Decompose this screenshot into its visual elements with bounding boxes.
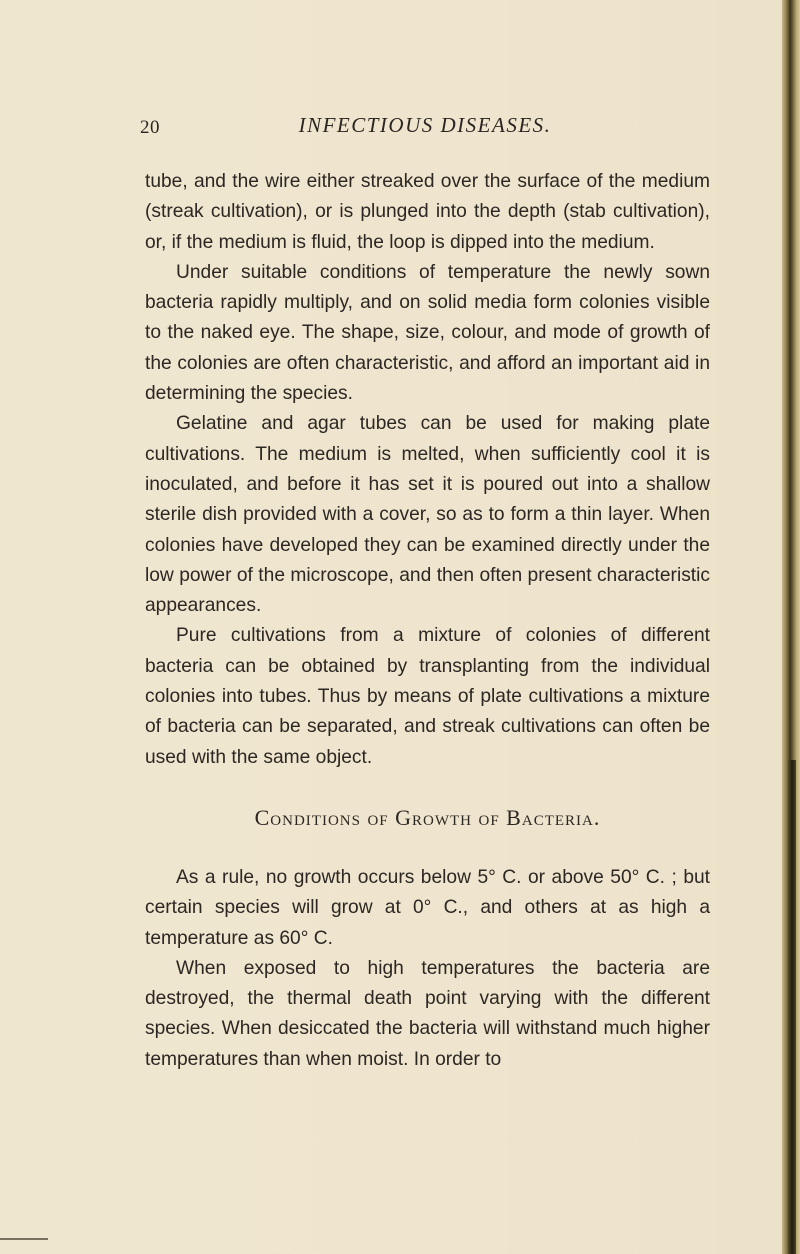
paragraph-3: Gelatine and agar tubes can be used for making plate cultivations. The medium is melted, when sufficiently cool it is inoculated, and before it has set it is poured out into a shallow sterile dish provided with a cover, so as to form a thin layer. When colonies have developed they can be examined directly under the low power of the microscope, and then often present characteristic appearances. [145, 413, 710, 617]
bottom-rule [0, 1238, 48, 1240]
paragraph-2: Under suitable conditions of temperature the newly sown bacteria rapidly multiply, and on solid media form colonies visible to the naked eye. The shape, size, colour, and mode of growth of the colonies are often characteristic, and afford an important aid in determining the species. [145, 261, 710, 405]
section-heading: Conditions of Growth of Bacteria. [254, 804, 601, 830]
running-title: INFECTIOUS DISEASES. [298, 113, 552, 137]
page-body [145, 167, 710, 1075]
paragraph-6: When exposed to high temperatures the bacteria are destroyed, the thermal death point varying with the different species. When desiccated the bacteria will withstand much higher temperatures than when moist. In order to [145, 957, 710, 1070]
page-header [140, 111, 710, 145]
paragraph-1: tube, and the wire either streaked over the surface of the medium (streak cultivation), or is plunged into the depth (stab cultivation), or, if the medium is fluid, the loop is dipped into the medium. [145, 171, 710, 253]
paragraph-5: As a rule, no growth occurs below 5° C. or above 50° C. ; but certain species will grow at 0° C., and others at as high a temperature as 60° C. [145, 866, 710, 949]
paragraph-4: Pure cultivations from a mixture of colonies of different bacteria can be obtained by transplanting from the individual colonies into tubes. Thus by means of plate cultivations a mixture of bacteria can be separated, and streak cultivations can often be used with the same object. [145, 625, 710, 768]
page-number: 20 [140, 117, 160, 138]
book-page-edge-shadow [788, 760, 796, 1254]
